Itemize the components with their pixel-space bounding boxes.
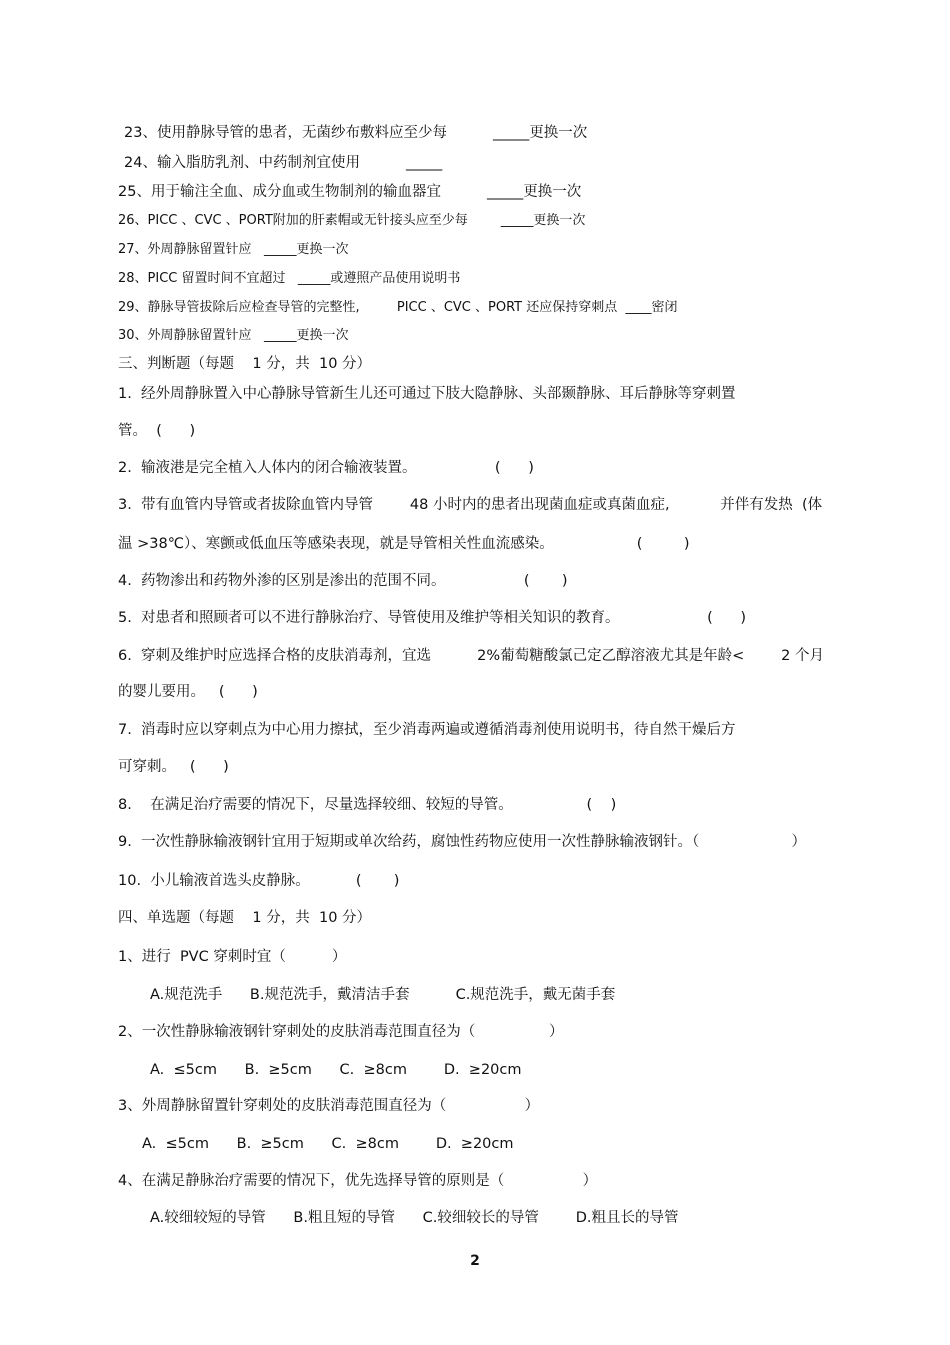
- question-26: 26、PICC 、CVC 、PORT附加的肝素帽或无针接头应至少每 _____更换一次: [118, 213, 586, 228]
- question-27: 27、外周静脉留置针应 _____更换一次: [118, 242, 349, 257]
- single-question-4: 4、在满足静脉治疗需要的情况下，优先选择导管的原则是（ ）: [118, 1173, 598, 1189]
- question-29: 29、静脉导管拔除后应检查导管的完整性, PICC 、CVC 、PORT 还应保持穿刺点 ____密闭: [118, 300, 678, 315]
- judge-line-1: 1. 经外周静脉置入中心静脉导管新生儿还可通过下肢大隐静脉、头部颞静脉、耳后静脉等穿刺置: [118, 386, 736, 402]
- single-question-1: 1、进行 PVC 穿刺时宜（ ）: [118, 949, 347, 965]
- single-options-1: A.规范洗手 B.规范洗手，戴清洁手套 C.规范洗手，戴无菌手套: [150, 987, 616, 1003]
- judge-line-3: 3. 带有血管内导管或者拔除血管内导管 48 小时内的患者出现菌血症或真菌血症, 并伴有发热 (体: [118, 497, 823, 513]
- judge-line-2: 2. 输液港是完全植入人体内的闭合输液装置。 ( ): [118, 460, 534, 476]
- judge-line-1-cont: 管。 ( ): [118, 423, 196, 439]
- single-options-2: A. ≤5cm B. ≥5cm C. ≥8cm D. ≥20cm: [150, 1062, 522, 1078]
- question-23: 23、使用静脉导管的患者，无菌纱布敷料应至少每 _____更换一次: [124, 125, 588, 141]
- judge-line-6-cont: 的婴儿要用。 ( ): [118, 684, 258, 700]
- single-options-3: A. ≤5cm B. ≥5cm C. ≥8cm D. ≥20cm: [142, 1136, 514, 1152]
- judge-line-8: 8. 在满足治疗需要的情况下，尽量选择较细、较短的导管。 ( ): [118, 797, 617, 813]
- judge-line-9: 9. 一次性静脉输液钢针宜用于短期或单次给药，腐蚀性药物应使用一次性静脉输液钢针。（ ）: [118, 834, 806, 850]
- question-25: 25、用于输注全血、成分血或生物制剂的输血器宜 _____更换一次: [118, 184, 582, 200]
- single-question-2: 2、一次性静脉输液钢针穿刺处的皮肤消毒范围直径为（ ）: [118, 1024, 564, 1040]
- single-options-4: A.较细较短的导管 B.粗且短的导管 C.较细较长的导管 D.粗且长的导管: [150, 1210, 679, 1226]
- judge-line-3-cont: 温 >38℃）、寒颤或低血压等感染表现，就是导管相关性血流感染。 ( ): [118, 536, 690, 552]
- judge-line-7: 7. 消毒时应以穿刺点为中心用力擦拭，至少消毒两遍或遵循消毒剂使用说明书，待自然干燥后方: [118, 722, 736, 738]
- judge-line-7-cont: 可穿刺。 ( ): [118, 759, 229, 775]
- page-number: 2: [470, 1253, 480, 1269]
- question-28: 28、PICC 留置时间不宜超过 _____或遵照产品使用说明书: [118, 271, 461, 286]
- judge-line-10: 10. 小儿输液首选头皮静脉。 ( ): [118, 873, 400, 889]
- question-30: 30、外周静脉留置针应 _____更换一次: [118, 328, 349, 343]
- judge-line-5: 5. 对患者和照顾者可以不进行静脉治疗、导管使用及维护等相关知识的教育。 ( ): [118, 610, 747, 626]
- section-single-title: 四、单选题（每题 1 分，共 10 分）: [118, 910, 372, 926]
- judge-line-4: 4. 药物渗出和药物外渗的区别是渗出的范围不同。 ( ): [118, 573, 568, 589]
- single-question-3: 3、外周静脉留置针穿刺处的皮肤消毒范围直径为（ ）: [118, 1098, 540, 1114]
- section-judge-title: 三、判断题（每题 1 分，共 10 分）: [118, 356, 372, 372]
- judge-line-6: 6. 穿刺及维护时应选择合格的皮肤消毒剂，宜选 2%葡萄糖酸氯己定乙醇溶液尤其是年龄< 2 个月: [118, 648, 825, 664]
- question-24: 24、输入脂肪乳剂、中药制剂宜使用 _____: [124, 155, 443, 171]
